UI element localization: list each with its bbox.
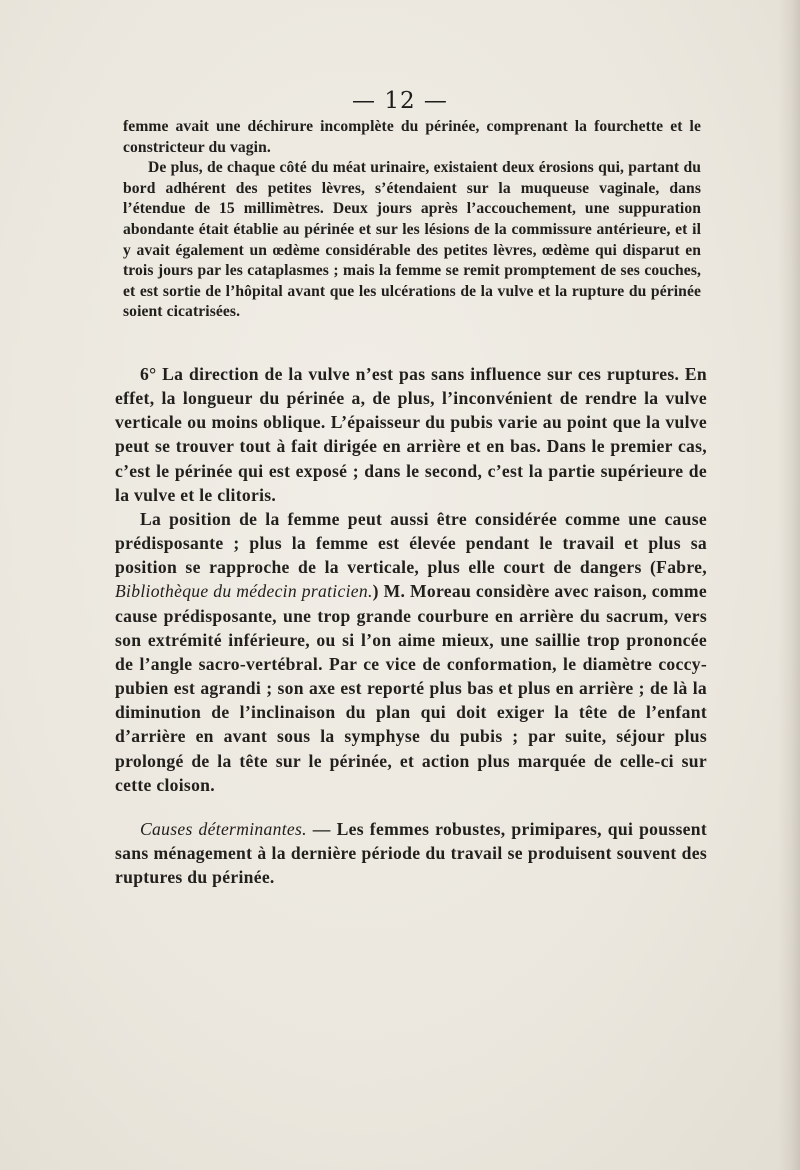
paragraph-woman-position — [115, 507, 707, 797]
paragraph-erosions: De plus, de chaque côté du méat urinaire, existaient deux érosions qui, partant du bord adhérent des petites lèvres, s’étendaient sur la muqueuse vaginale, dans l’étendue de 15 millimètres. Deux jours après l’accouchement, une suppuration abondante était établie au périnée et sur les lésions de la commissure antérieure, et il y avait également un œdème considérable des petites lèvres, œdème qui disparut en trois jours par les cataplasmes ; mais la femme se remit promptement de ses couches, et est sortie de l’hôpital avant que les ulcérations de la vulve et la rupture du périnée soient cicatrisées. — [123, 159, 701, 321]
paragraph-vulva-direction: 6° La direction de la vulve n’est pas sans influence sur ces ruptures. En effet, la longueur du périnée a, de plus, l’inconvénient de rendre la vulve verticale ou moins oblique. L’épaisseur du pubis varie au point que la vulve peut se trouver tout à fait dirigée en arrière et en bas. Dans le premier cas, c’est le périnée qui est exposé ; dans le second, c’est la partie supérieure de la vulve et le clitoris. — [115, 364, 707, 505]
position-text-before: La position de la femme peut aussi être considérée comme une cause prédisposante ; plus la femme est élevée pendant le travail et plus sa position se rapproche de la verticale, plus elle court de dangers (Fabre, — [115, 508, 707, 578]
case-report-text — [123, 117, 701, 323]
main-text — [115, 362, 707, 889]
causes-text: — Les femmes robustes, primipares, qui poussent sans ménagement à la dernière période du travail se produisent souvent des ruptures du périnée. — [115, 818, 707, 888]
page-edge-shadow — [778, 0, 800, 1170]
citation-title: Bibliothèque du médecin praticien. — [115, 581, 373, 602]
page-number: — 12 — — [352, 88, 448, 114]
paragraph-continuation: femme avait une déchirure incomplète du périnée, comprenant la fourchette et le constricteur du vagin. — [123, 118, 701, 156]
position-text-after: ) M. Moreau considère avec raison, comme cause prédisposante, une trop grande courbure en arrière du sacrum, vers son extrémité inférieure, ou si l’on aime mieux, une saillie trop prononcée de l’angle sacro-vertébral. Par ce vice de conformation, le diamètre coccy-pubien est agrandi ; son axe est reporté plus bas et plus en arrière ; de là la diminution de l’inclinaison du plan qui doit exiger la tête de l’enfant d’arrière en avant sous la symphyse du pubis ; par suite, séjour plus prolongé de la tête sur le périnée, et action plus marquée de celle-ci sur cette cloison. — [115, 581, 707, 795]
paragraph-determining-causes — [115, 817, 707, 889]
section-heading-causes: Causes déterminantes. — [140, 818, 307, 839]
